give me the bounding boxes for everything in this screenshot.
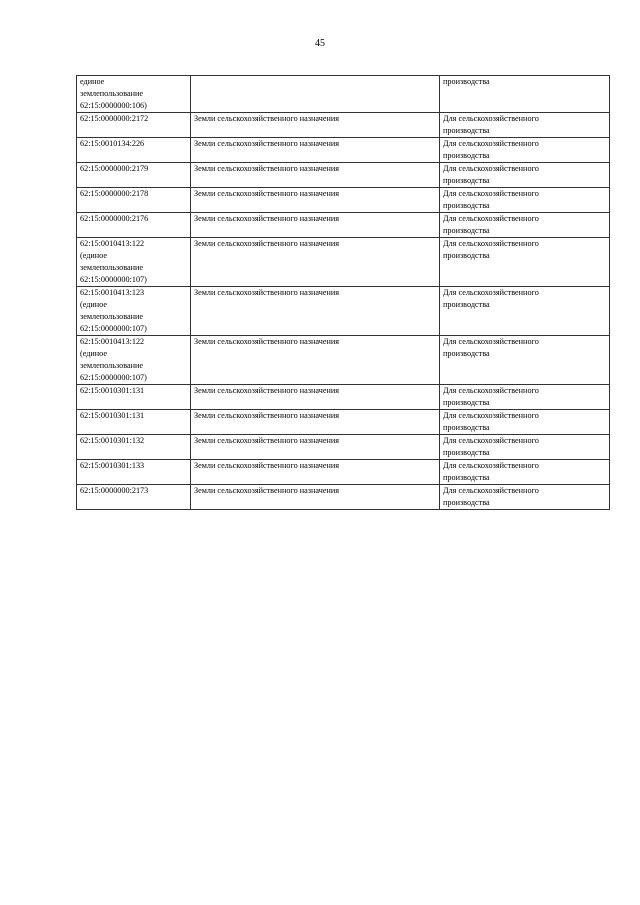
land-category-cell: Земли сельскохозяйственного назначения [191, 113, 440, 138]
cadastral-number-cell: 62:15:0010413:122 (единое землепользование 62:15:0000000:107) [77, 336, 191, 385]
land-category-cell: Земли сельскохозяйственного назначения [191, 460, 440, 485]
cadastral-number-cell: 62:15:0010413:123 (единое землепользование 62:15:0000000:107) [77, 287, 191, 336]
cadastral-number-cell: 62:15:0000000:2172 [77, 113, 191, 138]
table-row [77, 113, 610, 138]
land-category-cell: Земли сельскохозяйственного назначения [191, 138, 440, 163]
land-category-cell: Земли сельскохозяйственного назначения [191, 435, 440, 460]
table-row [77, 76, 610, 113]
permitted-use-cell: Для сельскохозяйственного производства [440, 238, 610, 287]
cadastral-number-cell: 62:15:0000000:2176 [77, 213, 191, 238]
table-row [77, 138, 610, 163]
permitted-use-cell: Для сельскохозяйственного производства [440, 287, 610, 336]
permitted-use-cell: Для сельскохозяйственного производства [440, 336, 610, 385]
permitted-use-cell: Для сельскохозяйственного производства [440, 113, 610, 138]
table-row [77, 410, 610, 435]
land-category-cell: Земли сельскохозяйственного назначения [191, 385, 440, 410]
table-row [77, 336, 610, 385]
permitted-use-cell: Для сельскохозяйственного производства [440, 485, 610, 510]
cadastral-number-cell: 62:15:0010301:131 [77, 385, 191, 410]
page-number: 45 [315, 38, 325, 49]
cadastral-number-cell: 62:15:0010301:133 [77, 460, 191, 485]
permitted-use-cell: Для сельскохозяйственного производства [440, 188, 610, 213]
land-category-cell: Земли сельскохозяйственного назначения [191, 238, 440, 287]
permitted-use-cell: Для сельскохозяйственного производства [440, 410, 610, 435]
land-category-cell: Земли сельскохозяйственного назначения [191, 188, 440, 213]
table-row [77, 435, 610, 460]
cadastral-number-cell: 62:15:0000000:2178 [77, 188, 191, 213]
table-body [77, 76, 610, 510]
table-row [77, 385, 610, 410]
permitted-use-cell: Для сельскохозяйственного производства [440, 138, 610, 163]
table-row [77, 213, 610, 238]
permitted-use-cell: Для сельскохозяйственного производства [440, 163, 610, 188]
cadastral-number-cell: единое землепользование 62:15:0000000:106) [77, 76, 191, 113]
land-category-cell: Земли сельскохозяйственного назначения [191, 287, 440, 336]
permitted-use-cell: Для сельскохозяйственного производства [440, 460, 610, 485]
land-category-cell: Земли сельскохозяйственного назначения [191, 410, 440, 435]
cadastral-number-cell: 62:15:0010413:122 (единое землепользование 62:15:0000000:107) [77, 238, 191, 287]
land-category-cell: Земли сельскохозяйственного назначения [191, 213, 440, 238]
table-row [77, 163, 610, 188]
cadastral-number-cell: 62:15:0010301:132 [77, 435, 191, 460]
permitted-use-cell: Для сельскохозяйственного производства [440, 435, 610, 460]
permitted-use-cell: Для сельскохозяйственного производства [440, 385, 610, 410]
land-category-cell [191, 76, 440, 113]
land-category-cell: Земли сельскохозяйственного назначения [191, 163, 440, 188]
cadastral-number-cell: 62:15:0010134:226 [77, 138, 191, 163]
permitted-use-cell: производства [440, 76, 610, 113]
table-row [77, 238, 610, 287]
cadastral-number-cell: 62:15:0000000:2173 [77, 485, 191, 510]
table-row [77, 287, 610, 336]
land-category-cell: Земли сельскохозяйственного назначения [191, 485, 440, 510]
cadastral-number-cell: 62:15:0000000:2179 [77, 163, 191, 188]
land-plots-table [76, 75, 610, 510]
table-row [77, 460, 610, 485]
permitted-use-cell: Для сельскохозяйственного производства [440, 213, 610, 238]
table-row [77, 188, 610, 213]
cadastral-number-cell: 62:15:0010301:131 [77, 410, 191, 435]
land-category-cell: Земли сельскохозяйственного назначения [191, 336, 440, 385]
table-row [77, 485, 610, 510]
